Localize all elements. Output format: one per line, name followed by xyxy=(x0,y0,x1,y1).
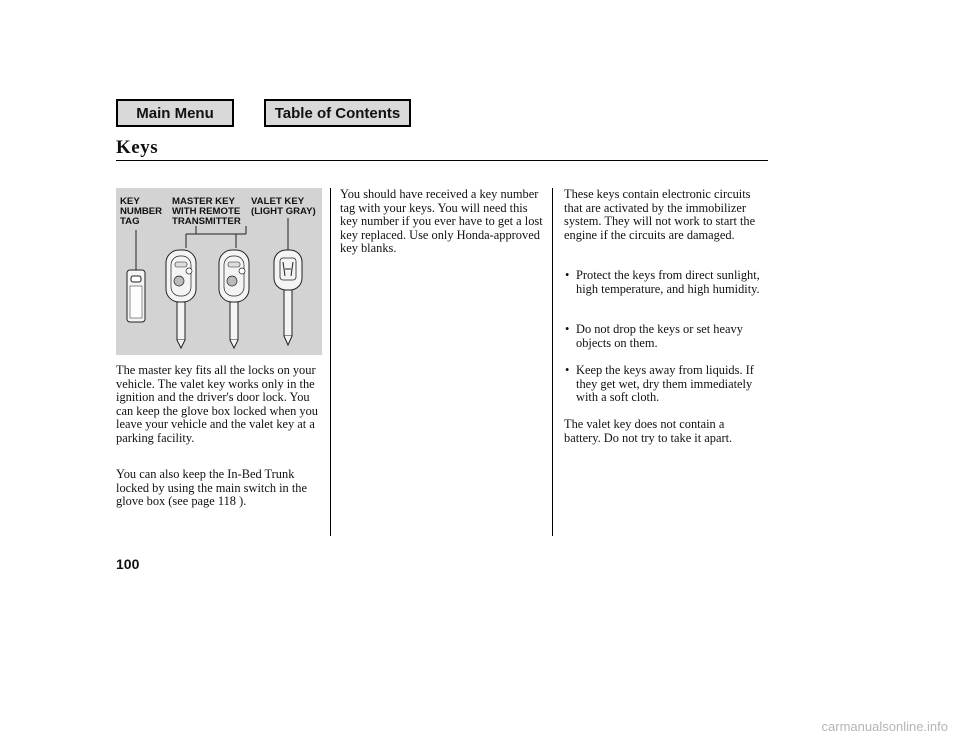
watermark: carmanualsonline.info xyxy=(821,719,948,734)
master-key-icon-2 xyxy=(219,250,249,348)
column-divider-2 xyxy=(552,188,553,536)
col2-paragraph-1: You should have received a key number tag with your keys. You will need this key number if you ever have to get a lost key replaced. Use only Honda-approved key blanks. xyxy=(340,187,543,256)
bullet-item-2: • Do not drop the keys or set heavy objects on them. xyxy=(565,322,743,350)
col1-paragraph-1: The master key fits all the locks on your vehicle. The valet key works only in the ignition and the driver's door lock. You can keep the glove box locked when you leave your vehicle and the valet key at a parking facility. xyxy=(116,363,318,445)
label-valet-key: VALET KEY (LIGHT GRAY) xyxy=(251,196,316,217)
col1-paragraph-2-end: ). xyxy=(235,494,247,509)
label-master-key: MASTER KEY WITH REMOTE TRANSMITTER xyxy=(172,196,241,227)
col3-intro: These keys contain electronic circuits that are activated by the immobilizer system. They will not work to start the engine if the circuits are damaged. xyxy=(564,187,756,242)
column-divider-1 xyxy=(330,188,331,536)
keys-illustration xyxy=(116,188,322,355)
col1-paragraph-2 xyxy=(116,468,326,509)
col1-paragraph-2-text: You can also keep the In-Bed Trunk locked by using the main switch in the glove box (see page xyxy=(116,467,307,509)
col3-outro: The valet key does not contain a battery. Do not try to take it apart. xyxy=(564,417,733,445)
bullet-item-3: • Keep the keys away from liquids. If they get wet, dry them immediately with a soft cloth. xyxy=(565,363,754,405)
master-key-icon-1 xyxy=(166,250,196,348)
title-rule xyxy=(116,160,768,161)
table-of-contents-button[interactable]: Table of Contents xyxy=(264,99,411,127)
main-menu-button[interactable]: Main Menu xyxy=(116,99,234,127)
keys-drawing xyxy=(116,188,322,355)
bullet-item-1: • Protect the keys from direct sunlight, high temperature, and high humidity. xyxy=(565,268,760,296)
valet-key-icon xyxy=(274,250,302,345)
page-reference-link[interactable]: 118 xyxy=(217,494,236,509)
label-key-number-tag: KEY NUMBER TAG xyxy=(120,196,163,227)
key-number-tag-icon xyxy=(127,270,145,322)
section-title: Keys xyxy=(116,137,159,158)
page-number: 100 xyxy=(116,556,140,572)
